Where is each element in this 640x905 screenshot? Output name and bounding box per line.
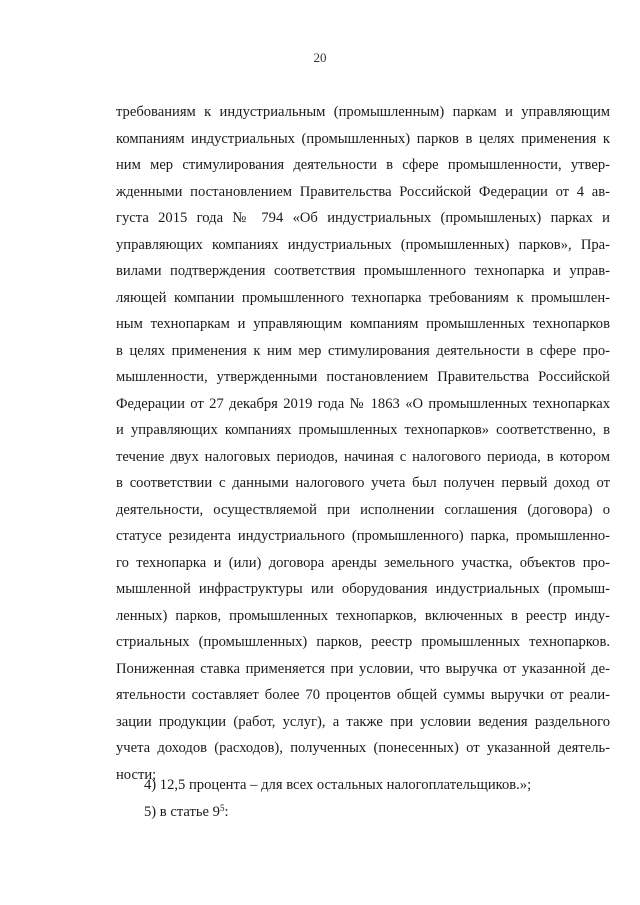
paragraph-line: деятельности, осуществляемой при исполнении соглашения (договора) о [116,501,610,518]
main-paragraph [116,99,610,788]
list-item-5-text: 5) в статье 9 [144,803,220,820]
paragraph-line: мышленности, утвержденными постановлением Правительства Российской [116,369,610,385]
paragraph-line: ным технопаркам и управляющим компаниям промышленных технопарков [116,316,610,332]
paragraph-line: и управляющих компаниях промышленных технопарков» соответственно, в [116,422,610,438]
page-number: 20 [313,50,327,65]
paragraph-line: ленных) парков, промышленных технопарков, включенных в реестр инду- [116,607,610,624]
paragraph-line: компаниям индустриальных (промышленных) парков в целях применения к [116,130,610,147]
paragraph-line: требованиям к индустриальным (промышленным) паркам и управляющим [116,104,610,120]
paragraph-line: ляющей компании промышленного технопарка требованиям к промышлен- [116,289,610,306]
paragraph-line: вилами подтверждения соответствия промышленного технопарка и управ- [116,263,610,279]
paragraph-line: мышленной инфраструктуры или оборудования индустриальных (промыш- [116,581,610,597]
paragraph-line: управляющих компаниях индустриальных (промышленных) парков», Пра- [116,236,610,253]
paragraph-line: ности; [116,766,157,783]
paragraph-line: в целях применения к ним мер стимулирования деятельности в сфере про- [116,342,610,359]
paragraph-line: ним мер стимулирования деятельности в сфере промышленности, утвер- [116,157,610,173]
paragraph-line: зации продукции (работ, услуг), а также при условии ведения раздельного [116,713,610,730]
superscript: 5 [219,802,225,813]
list-item-4: 4) 12,5 процента – для всех остальных налогоплательщиков.»; [144,777,532,793]
paragraph-line: го технопарка и (или) договора аренды земельного участка, объектов про- [116,554,610,571]
list-item-5 [116,799,610,826]
paragraph-line: густа 2015 года № 794 «Об индустриальных (промышленых) парках и [116,210,610,226]
paragraph-line: статусе резидента индустриального (промышленного) парка, промышленно- [116,528,610,544]
paragraph-line: Пониженная ставка применяется при условии, что выручка от указанной де- [116,660,610,677]
paragraph-line: течение двух налоговых периодов, начиная с налогового периода, в котором [116,448,610,465]
list-item-5-colon: : [224,803,229,820]
paragraph-line: Федерации от 27 декабря 2019 года № 1863 «О промышленных технопарках [116,395,610,412]
list-items [116,772,610,825]
paragraph-line: стриальных (промышленных) парков, реестр промышленных технопарков. [116,634,610,650]
paragraph-line: ятельности составляет более 70 процентов общей суммы выручки от реали- [116,687,610,703]
paragraph-line: учета доходов (расходов), полученных (понесенных) от указанной деятель- [116,740,610,756]
paragraph-line: в соответствии с данными налогового учета был получен первый доход от [116,475,610,491]
paragraph-line: жденными постановлением Правительства Российской Федерации от 4 ав- [116,183,610,200]
